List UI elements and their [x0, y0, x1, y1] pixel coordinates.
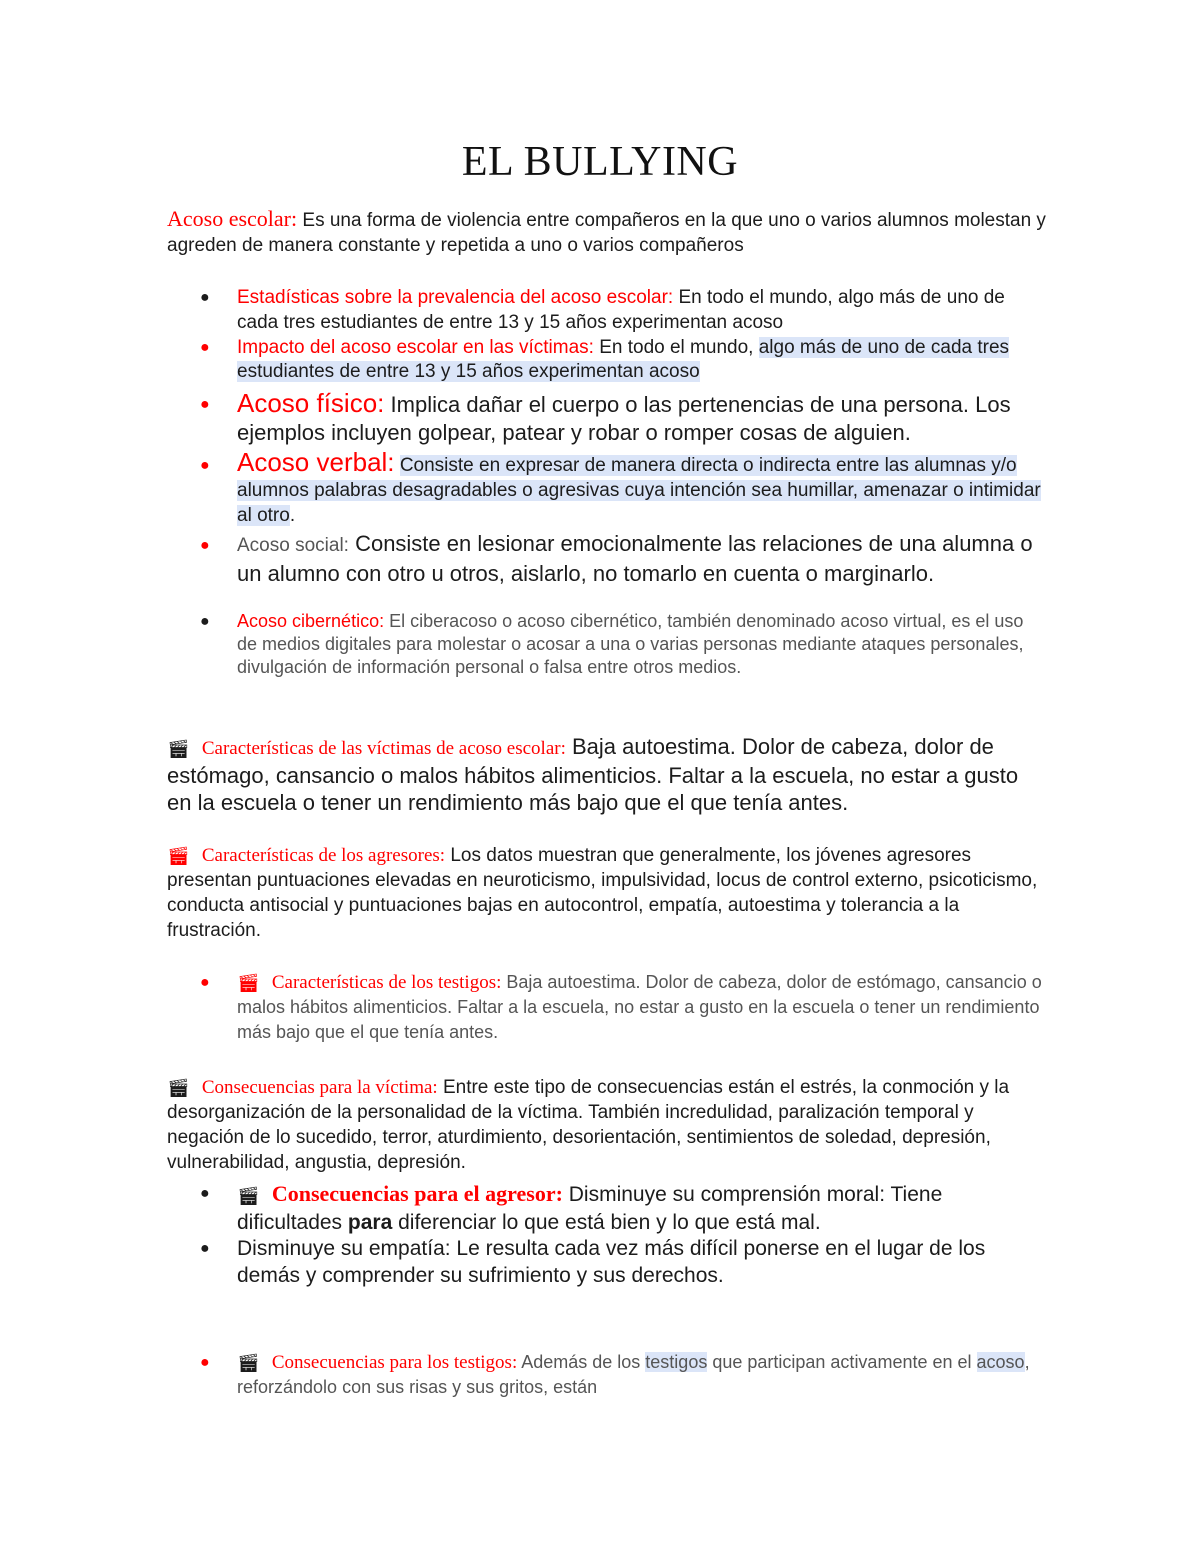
bullet-dot: ● — [200, 339, 210, 356]
list-item-fisico — [200, 388, 1047, 447]
impacto-highlight: algo más de uno de cada tres estudiantes de entre 13 y 15 años experimentan acoso — [237, 337, 1010, 382]
consec-testigos-hl2: acoso — [976, 1352, 1025, 1372]
clapperboard-icon: 🎬︎ — [167, 739, 190, 759]
list-item-impacto — [200, 336, 1047, 384]
list-item-estadisticas — [200, 285, 1047, 335]
bullet-dot: ● — [200, 396, 210, 413]
bullet-dot: ● — [200, 974, 210, 991]
bullet-dot: ● — [200, 537, 210, 554]
estadisticas-text: En todo el mundo, algo más de uno de cada tres estudiantes de entre 13 y 15 años experimentan acoso — [237, 287, 1005, 333]
list-item-testigos — [200, 970, 1047, 1045]
list-item-consec-testigos — [200, 1350, 1047, 1400]
cibernetico-text: El ciberacoso o acoso cibernético, también denominado acoso virtual, es el uso de medios digitales para molestar o acosar a una o varias personas mediante ataques personales, divulgación de información personal o falsa entre otros medios. — [237, 611, 1024, 677]
clapperboard-icon: 🎬︎ — [237, 1186, 260, 1206]
victimas-label: Características de las víctimas de acoso escolar: — [201, 738, 566, 759]
testigos-text: Baja autoestima. Dolor de cabeza, dolor de estómago, cansancio o malos hábitos alimenticios. Faltar a la escuela, no estar a gusto en la escuela o tener un rendimiento más bajo que el que tenía antes. — [237, 972, 1042, 1042]
consec-testigos-t3: , reforzándolo con sus risas y sus gritos, están — [237, 1352, 1030, 1397]
verbal-end: . — [289, 505, 296, 526]
estadisticas-label: Estadísticas sobre la prevalencia del acoso escolar: — [237, 287, 674, 308]
consec-victima-text: Entre este tipo de consecuencias están el estrés, la conmoción y la desorganización de la personalidad de la víctima. También incredulidad, paralización temporal y negación de lo sucedido, terror, aturdimiento, desorientación, sentimientos de soledad, depresión, vulnerabilidad, angustia, depresión. — [167, 1077, 1010, 1173]
list-item-verbal — [200, 447, 1047, 528]
clapperboard-icon: 🎬︎ — [237, 1353, 260, 1373]
list-item-social — [200, 530, 1047, 588]
bullet-dot: ● — [200, 457, 210, 474]
verbal-highlight: Consiste en expresar de manera directa o indirecta entre las alumnas y/o alumnos palabras desagradables o agresivas cuya intención sea humillar, amenazar o intimidar al otro — [237, 455, 1041, 526]
agresores-paragraph — [167, 843, 1047, 943]
victimas-text: Baja autoestima. Dolor de cabeza, dolor de estómago, cansancio o malos hábitos alimenticios. Faltar a la escuela, no estar a gusto en la escuela o tener un rendimiento más bajo que el que tenía antes. — [167, 734, 1019, 815]
page-title: EL BULLYING — [461, 139, 739, 185]
victimas-paragraph — [167, 733, 1047, 816]
bullet-dot: ● — [200, 1354, 210, 1371]
bullet-dot: ● — [200, 613, 210, 630]
empatia-text: Disminuye su empatía: Le resulta cada vez más difícil ponerse en el lugar de los demás y comprender su sufrimiento y sus derechos. — [237, 1237, 986, 1287]
list-item-consec-agresor — [200, 1180, 1047, 1236]
clapperboard-icon: 🎬︎ — [167, 846, 190, 866]
clapperboard-icon: 🎬︎ — [237, 973, 260, 993]
consec-testigos-t1: Además de los — [517, 1352, 646, 1372]
bullet-dot: ● — [200, 289, 210, 306]
consec-agresor-label: Consecuencias para el agresor: — [271, 1181, 563, 1206]
social-label: Acoso social: — [237, 535, 349, 556]
impacto-text: En todo el mundo, — [593, 337, 759, 358]
intro-paragraph — [167, 206, 1047, 258]
testigos-label: Características de los testigos: — [271, 972, 502, 993]
bullet-dot: ● — [200, 1185, 210, 1202]
social-text: Consiste en lesionar emocionalmente las relaciones de una alumna o un alumno con otro u otros, aislarlo, no tomarlo en cuenta o marginarlo. — [237, 531, 1033, 586]
impacto-label: Impacto del acoso escolar en las víctimas: — [237, 337, 594, 358]
intro-label: Acoso escolar: — [167, 206, 298, 231]
list-item-empatia — [200, 1235, 1047, 1289]
cibernetico-label: Acoso cibernético: — [237, 611, 385, 631]
consec-victima-label: Consecuencias para la víctima: — [201, 1077, 438, 1098]
bullet-dot: ● — [200, 1240, 210, 1257]
agresores-text: Los datos muestran que generalmente, los jóvenes agresores presentan puntuaciones elevadas en neuroticismo, impulsividad, locus de control externo, psicoticismo, conducta antisocial y puntuaciones bajas en autocontrol, empatía, autoestima y tolerancia a la frustración. — [167, 845, 1038, 941]
verbal-label: Acoso verbal: — [237, 447, 395, 477]
consec-testigos-t2: que participan activamente en el — [707, 1352, 977, 1372]
consec-testigos-label: Consecuencias para los testigos: — [271, 1352, 518, 1373]
list-item-cibernetico — [200, 610, 1047, 679]
intro-text: Es una forma de violencia entre compañeros en la que uno o varios alumnos molestan y agreden de manera constante y repetida a uno o varios compañeros — [167, 210, 1046, 256]
fisico-text: Implica dañar el cuerpo o las pertenencias de una persona. Los ejemplos incluyen golpear, patear y robar o romper cosas de alguien. — [237, 392, 1011, 445]
clapperboard-icon: 🎬︎ — [167, 1078, 190, 1098]
consec-victima-paragraph — [167, 1075, 1047, 1175]
consec-agresor-text-a: Disminuye su comprensión moral: Tiene dificultades — [237, 1183, 943, 1234]
agresores-label: Características de los agresores: — [201, 845, 446, 866]
consec-testigos-hl1: testigos — [645, 1352, 708, 1372]
consec-agresor-bold: para — [347, 1211, 393, 1234]
consec-agresor-text-b: diferenciar lo que está bien y lo que está mal. — [392, 1211, 821, 1234]
fisico-label: Acoso físico: — [237, 388, 385, 418]
